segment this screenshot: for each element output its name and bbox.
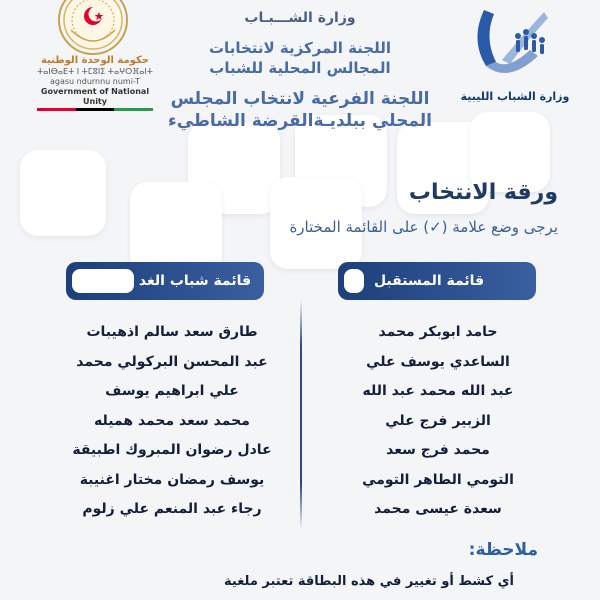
background-tile: [130, 182, 222, 274]
ballot-title: ورقة الانتخاب: [408, 180, 558, 205]
ballot-instruction: يرجى وضع علامة (✓) على القائمة المختارة: [289, 218, 558, 236]
candidate-name: رجاء عبد المنعم علي زلوم: [82, 501, 262, 517]
local-councils-title: المجالس المحلية للشباب: [209, 59, 391, 77]
ballot-header: [0, 0, 600, 150]
candidate-name: محمد سعد محمد هميله: [94, 412, 250, 429]
government-berber-latin-name: agasu ndurnnu numi-T: [50, 77, 140, 86]
candidate-name: سعدة عيسى محمد: [374, 501, 502, 517]
central-committee-title: اللجنة المركزية لانتخابات: [208, 39, 392, 57]
checkbox-slot: [72, 269, 134, 293]
background-tile: [20, 150, 106, 236]
candidate-name: محمد فرج سعد: [386, 442, 490, 458]
list-name: قائمة المستقبل: [373, 273, 485, 289]
candidate-name: الزبير فرج علي: [385, 412, 491, 429]
government-logo-text: [30, 55, 160, 111]
candidate-name: علي ابراهيم يوسف: [105, 383, 239, 399]
header-titles: [150, 0, 450, 132]
youth-ministry-emblem-icon: [462, 0, 562, 90]
government-tifinagh-name: ⵜⴰⵏⴱⴰⴹⵜ ⵏ ⵜⵎⵓⵏⵉ ⵜⴰⵖⵔⴼⴰⵏⵜ: [37, 67, 153, 76]
candidate-list-mustaqbal: [340, 318, 536, 525]
government-english-name: Government of National Unity: [40, 87, 150, 106]
column-divider: [300, 300, 302, 530]
candidate-name: الساعدي يوسف علي: [366, 353, 510, 370]
candidate-name: يوسف رمضان مختار اغنيبة: [79, 471, 265, 488]
ministry-title: وزارة الشـــبـاب: [244, 10, 356, 26]
list-name: قائمة شباب الغد: [138, 273, 252, 289]
note-text: أي كشط أو تغيير في هذه البطاقة تعتبر ملغية: [224, 574, 514, 589]
candidate-list-shabab-alghad: [62, 318, 282, 525]
government-arabic-name: حكومة الوحدة الوطنية: [41, 55, 149, 66]
candidate-name: التومي الطاهر التومي: [362, 471, 514, 488]
note-title: ملاحظة:: [468, 540, 538, 560]
header-cropped-line: [150, 0, 450, 10]
candidate-name: عبد المحسن البركولي محمد: [76, 353, 268, 370]
checkbox-slot: [344, 269, 364, 293]
sub-committee-title-line2: المحلي ببلديـةالقرضة الشاطيء: [168, 111, 432, 131]
crescent-star-seal-icon: [55, 0, 131, 56]
candidate-name: حامد ابوبكر محمد: [378, 324, 498, 340]
libya-flag-stripe: [37, 108, 153, 111]
list-header-mustaqbal[interactable]: [338, 262, 536, 300]
sub-committee-title-line1: اللجنة الفرعية لانتخاب المجلس: [170, 89, 430, 109]
candidate-name: طارق سعد سالم اذهيبات: [86, 324, 258, 340]
ministry-logo-label: وزارة الشباب الليبية: [460, 90, 570, 103]
candidate-name: عادل رضوان المبروك اطبيقة: [72, 442, 272, 458]
list-header-shabab-alghad[interactable]: [66, 262, 264, 300]
candidate-name: عبد الله محمد عبد الله: [362, 383, 514, 399]
